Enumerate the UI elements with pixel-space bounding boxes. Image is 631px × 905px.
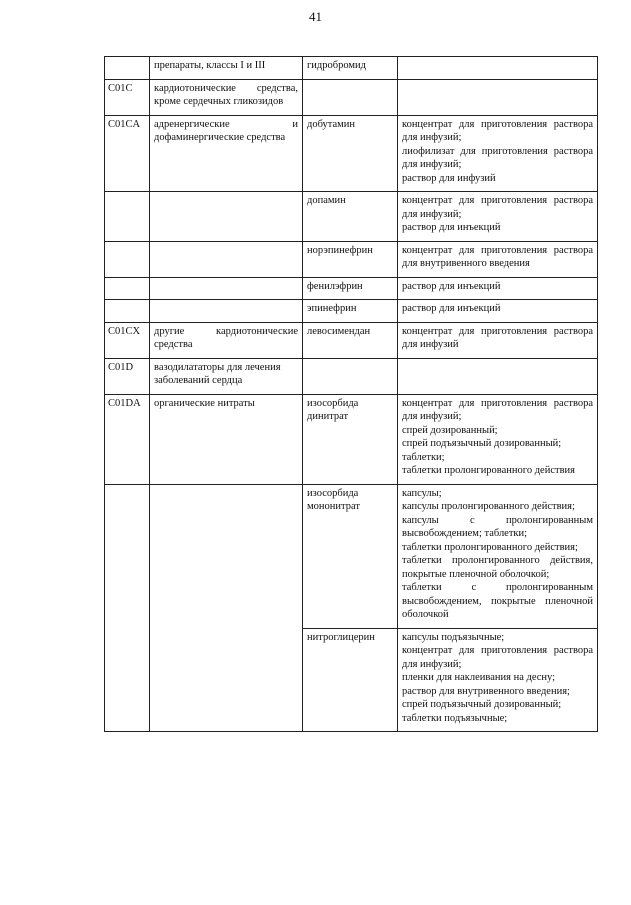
dosage-form: концентрат для приготовления раствора для инфузий; <box>402 195 593 220</box>
forms-cell <box>398 300 598 323</box>
inn-cell: нитроглицерин <box>303 628 398 732</box>
dosage-form: таблетки пролонгированного действия, покрытые пленочной оболочкой; <box>402 555 593 580</box>
forms-cell <box>398 241 598 277</box>
forms-cell <box>398 358 598 394</box>
inn-cell: эпинефрин <box>303 300 398 323</box>
atc-code-cell <box>105 628 150 732</box>
dosage-form: раствор для инфузий <box>402 172 496 184</box>
dosage-form: концентрат для приготовления раствора для инфузий <box>402 325 593 350</box>
table-row <box>105 628 598 732</box>
group-cell: кардиотонические средства, кроме сердечных гликозидов <box>150 79 303 115</box>
dosage-form: раствор для инъекций <box>402 280 501 292</box>
atc-code-cell: C01D <box>105 358 150 394</box>
group-cell <box>150 628 303 732</box>
group-cell <box>150 484 303 628</box>
dosage-form: капсулы с пролонгированным высвобождением; таблетки; <box>402 514 593 539</box>
group-cell <box>150 192 303 242</box>
atc-code-cell: C01C <box>105 79 150 115</box>
table-row <box>105 277 598 300</box>
dosage-form: раствор для инъекций <box>402 222 501 233</box>
forms-cell <box>398 57 598 80</box>
dosage-form: капсулы; <box>402 487 442 499</box>
table-row <box>105 484 598 628</box>
group-cell: другие кардиотонические средства <box>150 322 303 358</box>
dosage-form: капсулы пролонгированного действия; <box>402 501 575 512</box>
inn-cell: гидробромид <box>303 57 398 80</box>
inn-cell: норэпинефрин <box>303 241 398 277</box>
atc-code-cell <box>105 277 150 300</box>
atc-code-cell: C01DA <box>105 394 150 484</box>
inn-cell: изосорбида мононитрат <box>303 484 398 628</box>
inn-cell: добутамин <box>303 115 398 192</box>
table-row <box>105 358 598 394</box>
forms-cell <box>398 322 598 358</box>
dosage-form: концентрат для приготовления раствора для инфузий; <box>402 645 593 670</box>
page-number: 41 <box>309 9 322 24</box>
inn-cell <box>303 79 398 115</box>
inn-cell <box>303 358 398 394</box>
dosage-form: пленки для наклеивания на десну; <box>402 672 556 683</box>
forms-cell <box>398 628 598 732</box>
inn-cell: левосимендан <box>303 322 398 358</box>
dosage-form: таблетки с пролонгированным высвобождением, покрытые пленочной оболочкой <box>402 582 593 620</box>
atc-code-cell <box>105 241 150 277</box>
atc-code-cell: C01CA <box>105 115 150 192</box>
drug-table <box>104 56 598 732</box>
forms-cell <box>398 115 598 192</box>
dosage-form: спрей подъязычный дозированный; <box>402 438 562 449</box>
dosage-form: концентрат для приготовления раствора для внутривенного введения <box>402 244 593 269</box>
dosage-form: спрей подъязычный дозированный; <box>402 699 562 710</box>
dosage-form: таблетки подъязычные; <box>402 712 508 724</box>
dosage-form: спрей дозированный; <box>402 424 498 436</box>
group-cell <box>150 241 303 277</box>
atc-code-cell <box>105 192 150 242</box>
table-row <box>105 79 598 115</box>
group-cell <box>150 277 303 300</box>
forms-cell <box>398 277 598 300</box>
forms-cell <box>398 484 598 628</box>
table-row <box>105 394 598 484</box>
group-cell <box>150 300 303 323</box>
group-cell: адренергические и дофаминергические средства <box>150 115 303 192</box>
table-row <box>105 241 598 277</box>
table-row <box>105 115 598 192</box>
dosage-form: таблетки; <box>402 451 445 463</box>
table-row <box>105 192 598 242</box>
forms-cell <box>398 192 598 242</box>
atc-code-cell <box>105 57 150 80</box>
forms-cell <box>398 79 598 115</box>
atc-code-cell <box>105 484 150 628</box>
group-cell: препараты, классы I и III <box>150 57 303 80</box>
inn-cell: допамин <box>303 192 398 242</box>
dosage-form: раствор для внутривенного введения; <box>402 685 570 697</box>
atc-code-cell: C01CX <box>105 322 150 358</box>
dosage-form: капсулы подъязычные; <box>402 631 505 643</box>
group-cell: вазодилататоры для лечения заболеваний сердца <box>150 358 303 394</box>
table-row <box>105 57 598 80</box>
inn-cell: изосорбида динитрат <box>303 394 398 484</box>
inn-cell: фенилэфрин <box>303 277 398 300</box>
dosage-form: концентрат для приготовления раствора для инфузий; <box>402 118 593 143</box>
dosage-form: таблетки пролонгированного действия <box>402 465 575 476</box>
dosage-form: раствор для инъекций <box>402 303 501 314</box>
dosage-form: таблетки пролонгированного действия; <box>402 541 578 553</box>
table-row <box>105 322 598 358</box>
forms-cell <box>398 394 598 484</box>
dosage-form: концентрат для приготовления раствора для инфузий; <box>402 397 593 422</box>
group-cell: органические нитраты <box>150 394 303 484</box>
dosage-form: лиофилизат для приготовления раствора для инфузий; <box>402 145 593 170</box>
atc-code-cell <box>105 300 150 323</box>
table-row <box>105 300 598 323</box>
